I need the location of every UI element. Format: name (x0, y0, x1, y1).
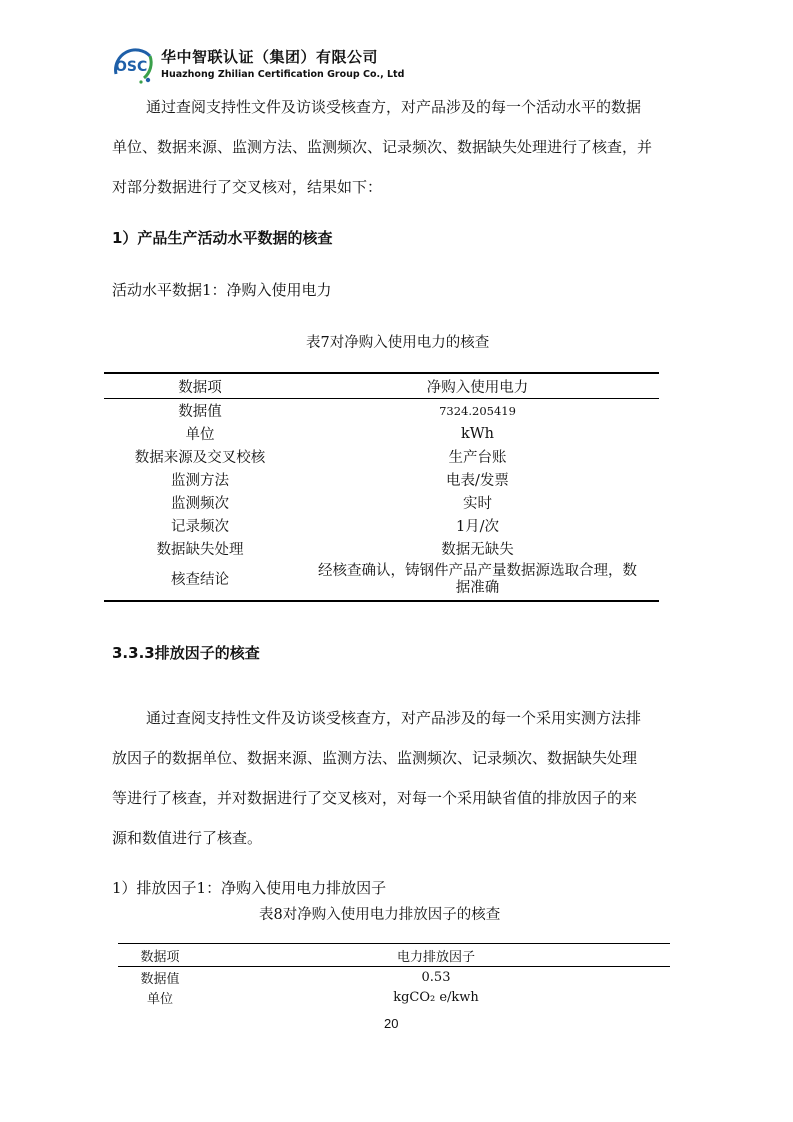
table-row (104, 560, 659, 600)
table7 (104, 372, 659, 602)
factor-label: 1）排放因子1：净购入使用电力排放因子 (112, 879, 387, 897)
table-row (118, 987, 670, 1007)
table8-cell-value: 0.53 (421, 969, 451, 985)
table7-header-row (104, 374, 659, 399)
table7-cell-value: 7324.205419 (439, 403, 516, 418)
table7-cell-label: 数据来源及交叉校核 (134, 450, 266, 466)
table7-cell-label: 记录频次 (171, 519, 229, 535)
table8-header-value: 电力排放因子 (396, 949, 475, 965)
intro-line-3: 对部分数据进行了交叉核对，结果如下： (112, 178, 383, 196)
intro-line-1: 通过查阅支持性文件及访谈受核查方，对产品涉及的每一个活动水平的数据 (146, 98, 642, 116)
table-row (104, 468, 659, 491)
table8 (118, 943, 670, 1007)
table7-cell-value: 1月/次 (455, 519, 500, 535)
table7-cell-value: 电表/发票 (446, 473, 509, 489)
table7-cell-label: 数据值 (178, 404, 222, 420)
section2-line-1: 通过查阅支持性文件及访谈受核查方，对产品涉及的每一个采用实测方法排 (146, 709, 642, 727)
intro-line-2: 单位、数据来源、监测方法、监测频次、记录频次、数据缺失处理进行了核查，并 (112, 138, 653, 156)
table7-cell-value: 生产台账 (448, 450, 507, 466)
table-row (104, 491, 659, 514)
table8-header-item: 数据项 (140, 949, 180, 965)
table-row (118, 967, 670, 987)
company-name-cn: 华中智联认证（集团）有限公司 (161, 48, 379, 66)
section1-heading: 1）产品生产活动水平数据的核查 (112, 229, 333, 247)
company-logo (110, 44, 156, 86)
table7-cell-label: 单位 (185, 427, 215, 443)
table7-cell-label: 监测方法 (171, 473, 229, 489)
table-row (104, 514, 659, 537)
table-row (104, 445, 659, 468)
section2-line-2: 放因子的数据单位、数据来源、监测方法、监测频次、记录频次、数据缺失处理 (112, 749, 638, 767)
table-row (104, 422, 659, 445)
table7-header-value: 净购入使用电力 (426, 379, 529, 396)
section2-line-4: 源和数值进行了核查。 (112, 829, 263, 847)
table8-cell-label: 单位 (146, 991, 173, 1007)
table7-cell-value: 数据无缺失 (441, 542, 514, 558)
table7-conclusion-value (296, 563, 659, 597)
logo-text: OSC (115, 59, 148, 75)
table7-caption: 表7对净购入使用电力的核查 (306, 335, 490, 351)
section2-heading: 3.3.3排放因子的核查 (112, 644, 260, 662)
table7-cell-label: 数据缺失处理 (156, 542, 244, 558)
table7-cell-label: 监测频次 (171, 496, 229, 512)
section2-line-3: 等进行了核查，并对数据进行了交叉核对，对每一个采用缺省值的排放因子的来 (112, 789, 638, 807)
table7-conclusion-line-1: 经核查确认，铸钢件产品产量数据源选取合理，数 (318, 563, 637, 579)
table8-caption: 表8对净购入使用电力排放因子的核查 (259, 907, 501, 923)
activity-label: 活动水平数据1：净购入使用电力 (112, 281, 332, 299)
page-number: 20 (384, 1016, 399, 1031)
table-row (104, 399, 659, 422)
table7-conclusion-line-2: 据准确 (455, 580, 500, 596)
table7-cell-value: 实时 (463, 496, 492, 512)
table7-cell-value: kWh (460, 425, 495, 442)
table7-header-item: 数据项 (178, 379, 222, 396)
table8-cell-label: 数据值 (140, 971, 180, 987)
table-row (104, 537, 659, 560)
company-name-en: Huazhong Zhilian Certification Group Co., Ltd (161, 69, 405, 80)
table8-cell-value: kgCO₂ e/kwh (393, 989, 479, 1005)
table7-conclusion-label: 核查结论 (171, 571, 229, 588)
table8-header-row (118, 944, 670, 967)
